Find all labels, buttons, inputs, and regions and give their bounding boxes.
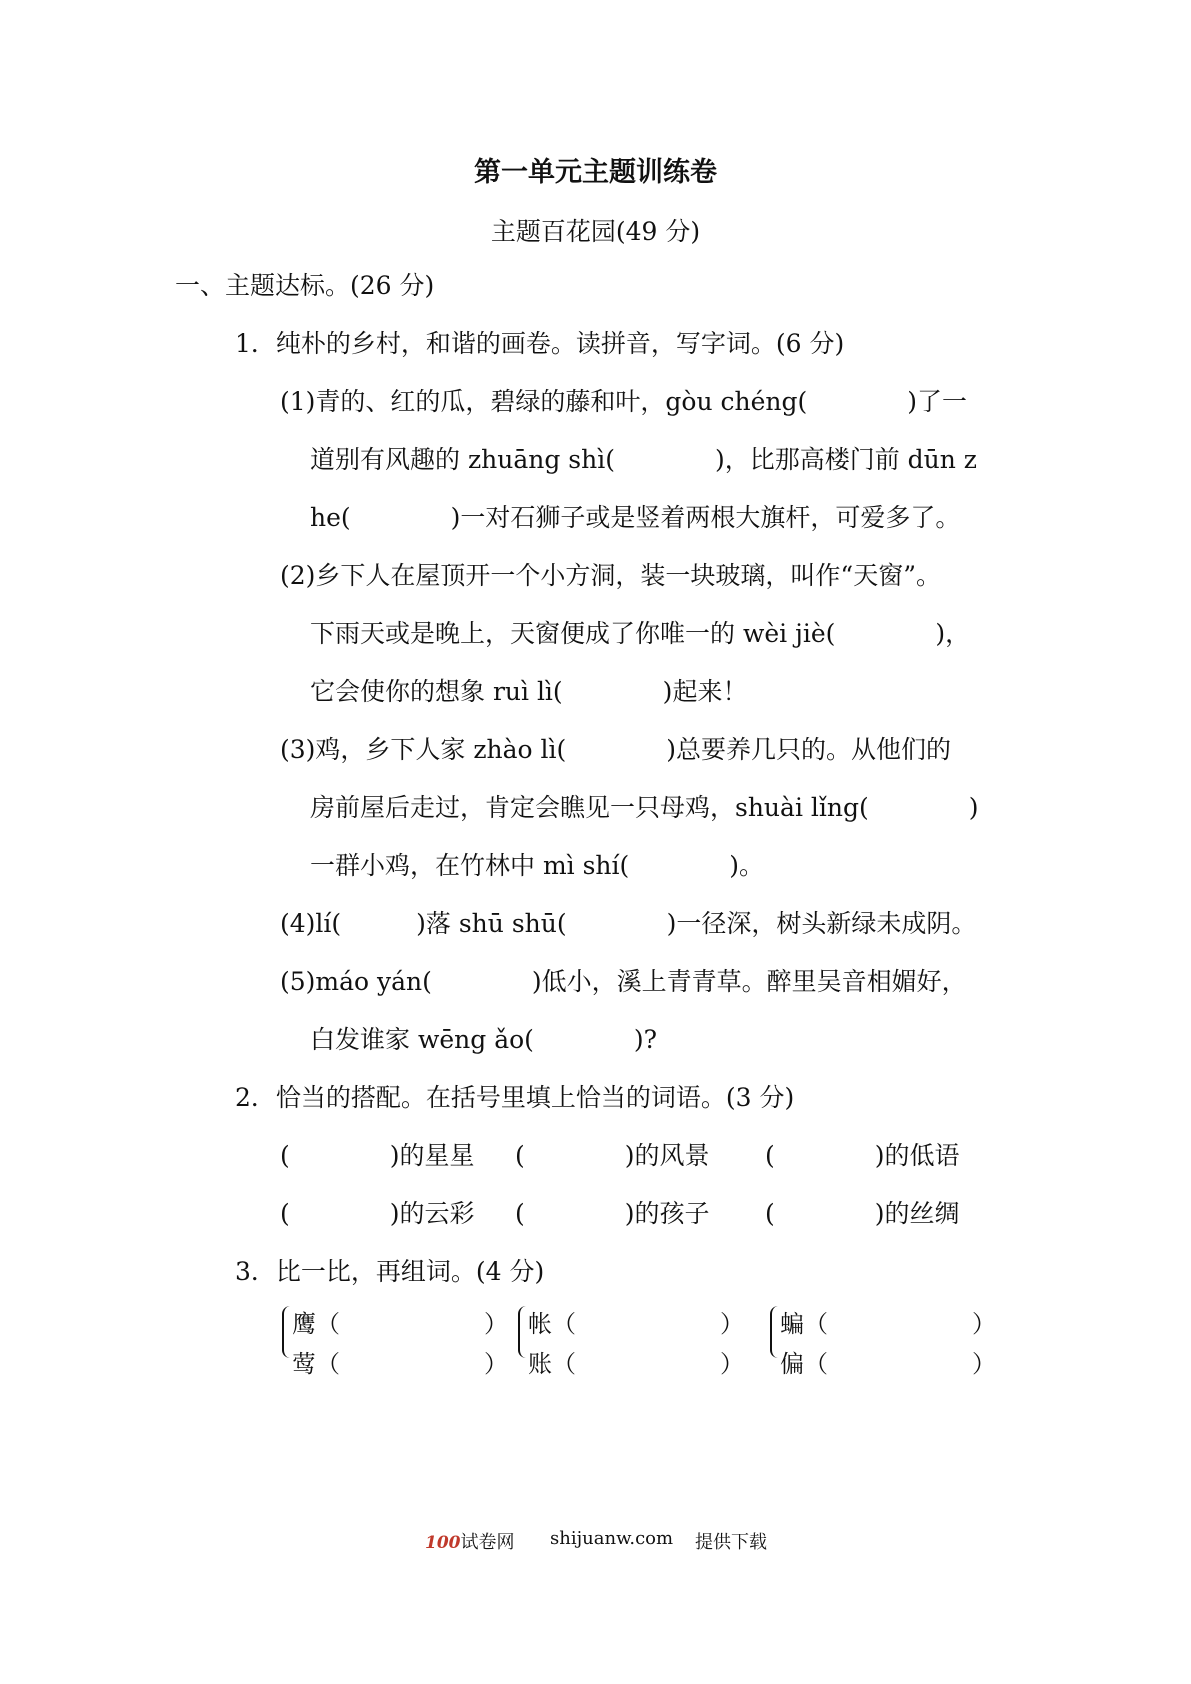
compare-word: 莺（ ） bbox=[292, 1350, 508, 1378]
question-line: 下雨天或是晚上，天窗便成了你唯一的 wèi jiè( )， bbox=[310, 619, 971, 648]
compare-word: 帐（ ） bbox=[528, 1310, 744, 1338]
footer-domain-link[interactable]: shijuanw.com bbox=[550, 1528, 674, 1549]
page-title: 第一单元主题训练卷 bbox=[474, 157, 717, 188]
question-line: 它会使你的想象 ruì lì( )起来！ bbox=[310, 677, 748, 706]
footer-note: 提供下载 bbox=[695, 1532, 767, 1553]
question-line: 一群小鸡，在竹林中 mì shí( )。 bbox=[310, 851, 765, 880]
section-heading: 一、主题达标。(26 分) bbox=[175, 271, 435, 300]
question-2-heading: 2．恰当的搭配。在括号里填上恰当的词语。(3 分) bbox=[235, 1083, 795, 1112]
question-line: (1)青的、红的瓜，碧绿的藤和叶，gòu chéng( )了一 bbox=[280, 387, 968, 416]
question-line: he( )一对石狮子或是竖着两根大旗杆，可爱多了。 bbox=[310, 503, 961, 532]
fill-blank-item: ( )的孩子 bbox=[515, 1199, 710, 1228]
compare-word: 账（ ） bbox=[528, 1350, 744, 1378]
brace-icon bbox=[770, 1306, 780, 1358]
question-line: 房前屋后走过，肯定会瞧见一只母鸡，shuài lǐng( ) bbox=[310, 793, 979, 822]
question-line: (5)máo yán( )低小，溪上青青草。醉里吴音相媚好， bbox=[280, 967, 967, 996]
fill-blank-item: ( )的丝绸 bbox=[765, 1199, 960, 1228]
site-logo: 100 bbox=[425, 1533, 461, 1553]
fill-blank-item: ( )的云彩 bbox=[280, 1199, 475, 1228]
question-line: 道别有风趣的 zhuāng shì( )，比那高楼门前 dūn z bbox=[310, 445, 977, 474]
question-line: 白发谁家 wēng ǎo( )? bbox=[310, 1025, 658, 1054]
brace-icon bbox=[282, 1306, 292, 1358]
question-line: (2)乡下人在屋顶开一个小方洞，装一块玻璃，叫作“天窗”。 bbox=[280, 561, 941, 590]
compare-word: 鹰（ ） bbox=[292, 1310, 508, 1338]
question-3-heading: 3．比一比，再组词。(4 分) bbox=[235, 1257, 545, 1286]
compare-word: 偏（ ） bbox=[780, 1350, 996, 1378]
footer-brand bbox=[425, 1528, 515, 1554]
site-name: 试卷网 bbox=[460, 1532, 515, 1553]
fill-blank-item: ( )的风景 bbox=[515, 1141, 710, 1170]
question-1-heading: 1．纯朴的乡村，和谐的画卷。读拼音，写字词。(6 分) bbox=[235, 329, 845, 358]
compare-word: 蝙（ ） bbox=[780, 1310, 996, 1338]
fill-blank-item: ( )的星星 bbox=[280, 1141, 475, 1170]
brace-icon bbox=[518, 1306, 528, 1358]
fill-blank-item: ( )的低语 bbox=[765, 1141, 960, 1170]
page-subtitle: 主题百花园(49 分) bbox=[490, 217, 701, 246]
question-line: (4)lí( )落 shū shū( )一径深，树头新绿未成阴。 bbox=[280, 909, 977, 938]
question-line: (3)鸡，乡下人家 zhào lì( )总要养几只的。从他们的 bbox=[280, 735, 952, 764]
